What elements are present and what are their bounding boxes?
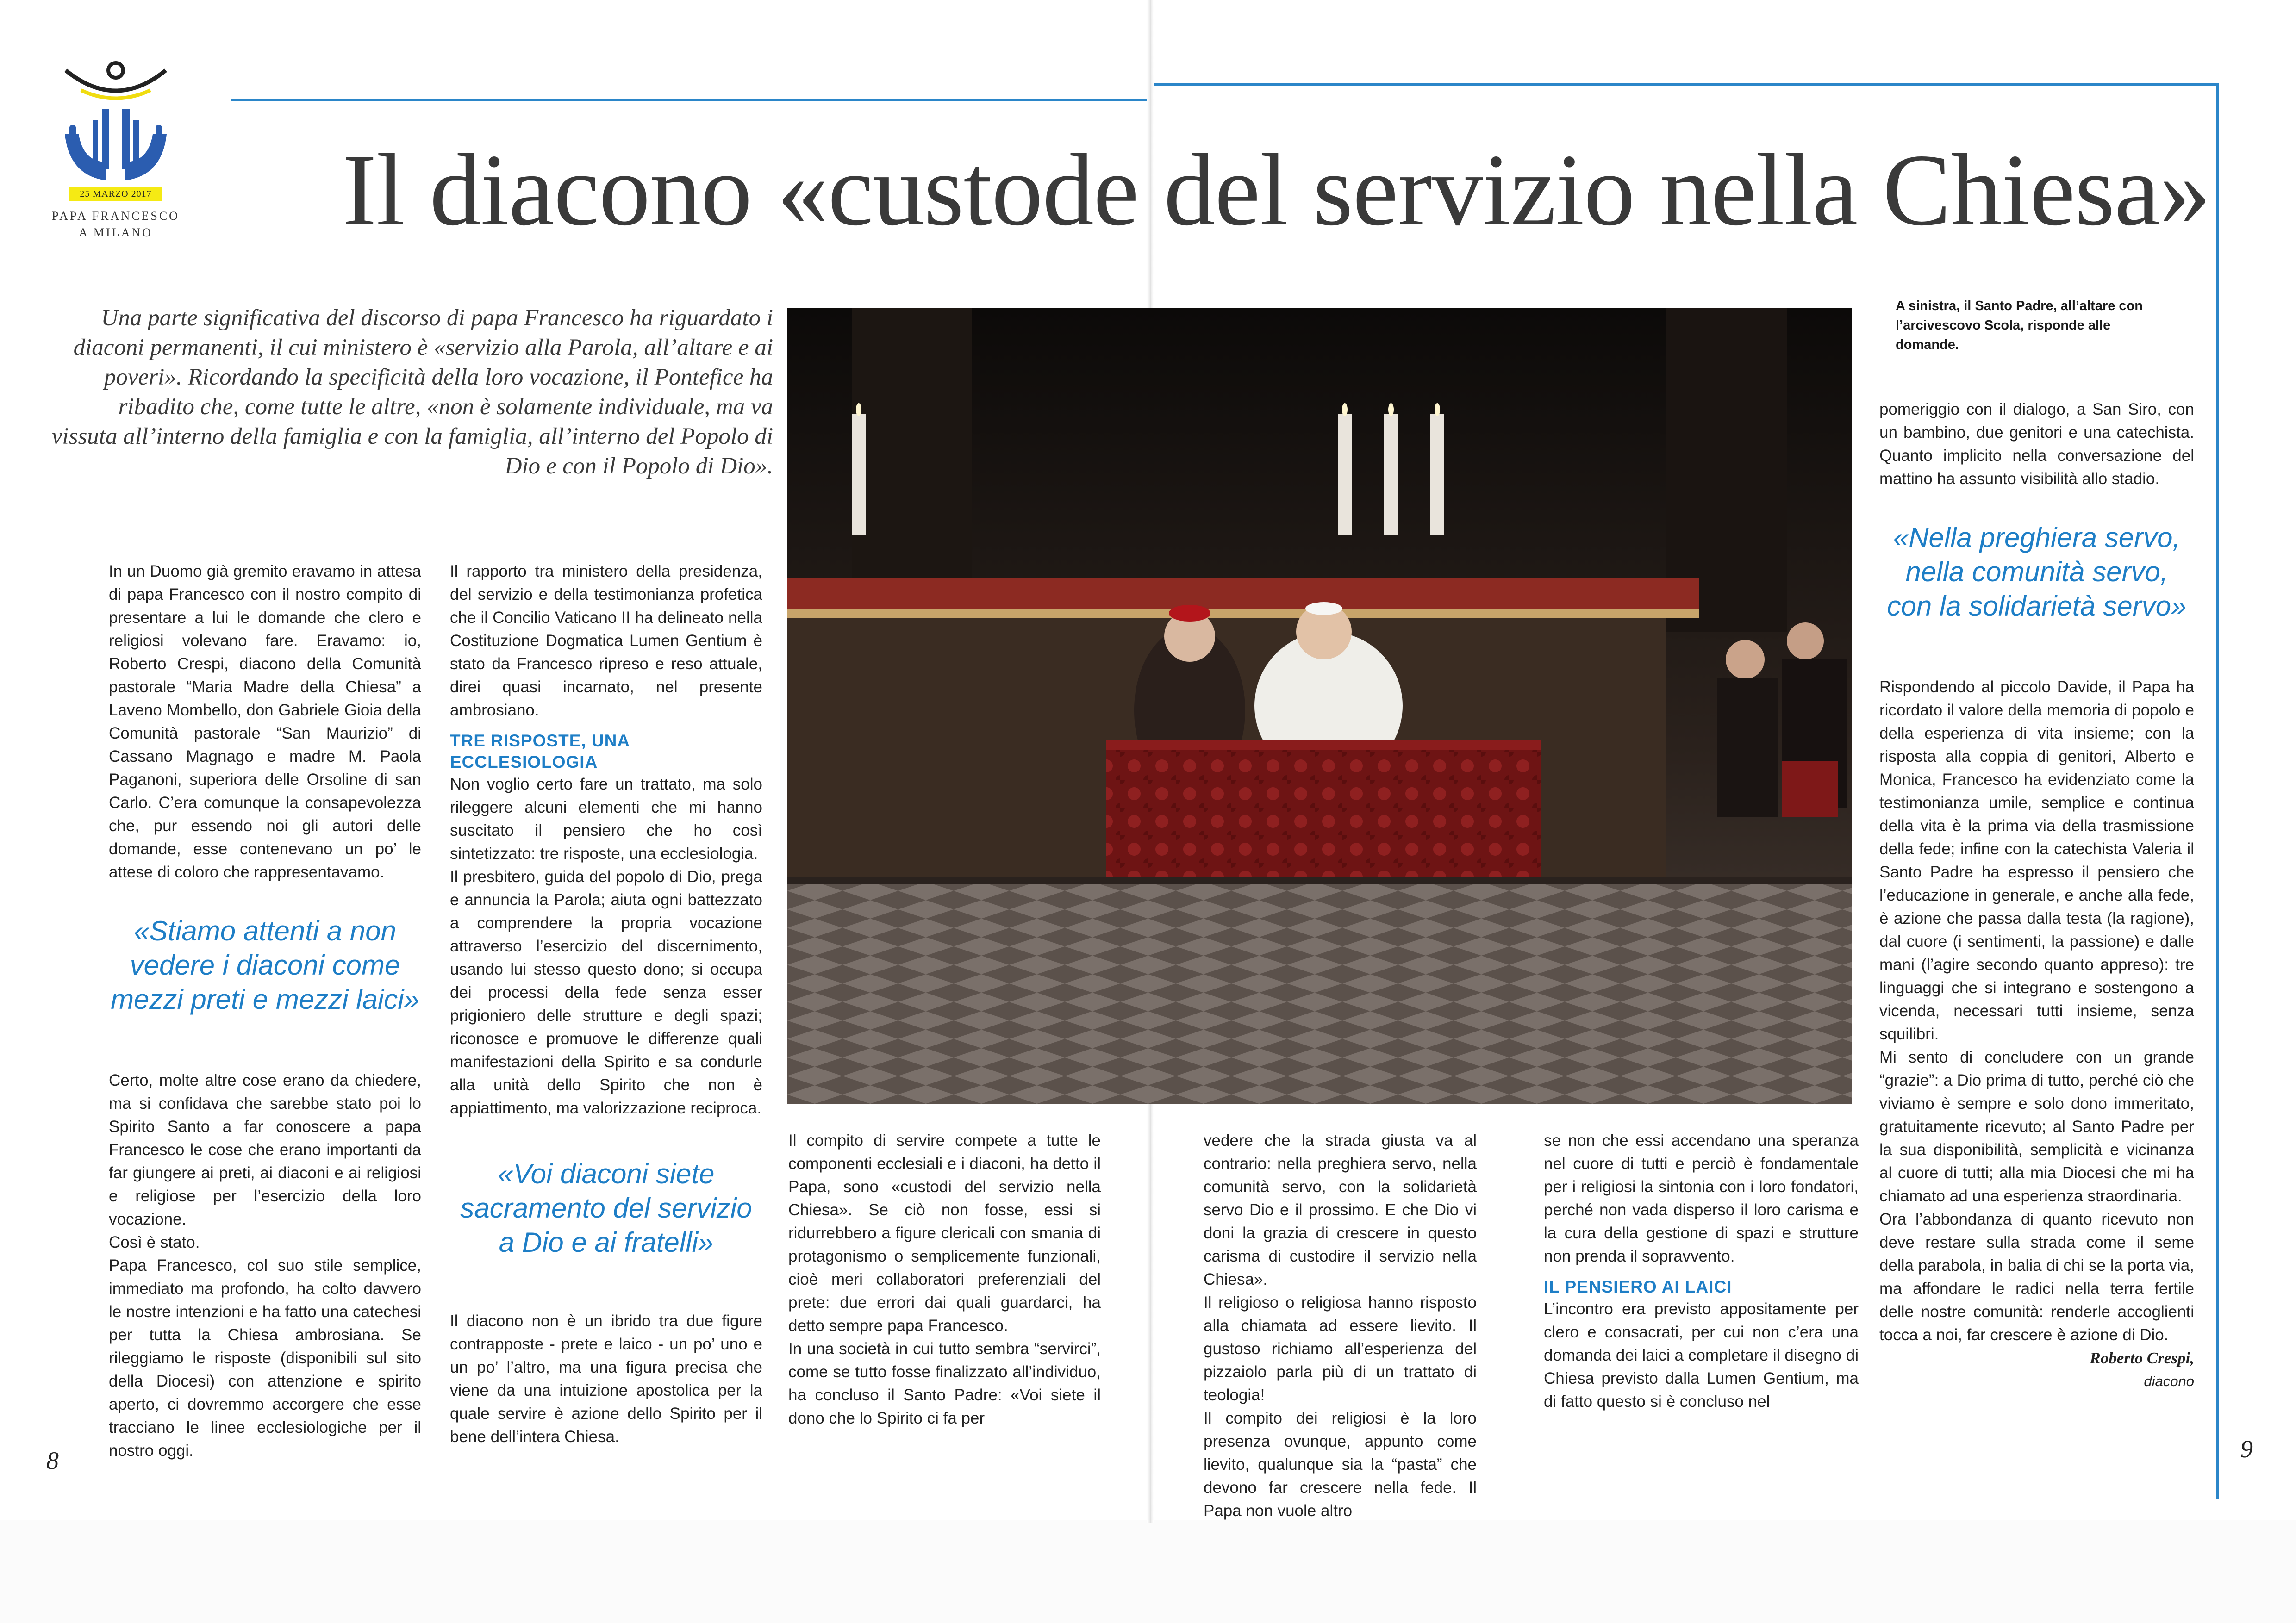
event-date-badge: 25 MARZO 2017 [69, 187, 162, 201]
paragraph: In una società in cui tutto sembra “servirci”, come se tutto fosse finalizzato all’individuo, ha concluso il Santo Padre: «Voi siete il dono che lo Spirito ci fa per [788, 1340, 1101, 1427]
paragraph: Il diacono non è un ibrido tra due figure contrapposte - prete e laico - un po’ uno e un po’ l’altro, ma una figura precisa che viene da una intuizione apostolica per la quale servire è azione dello Spirito per il bene dell’intera Chiesa. [450, 1312, 762, 1446]
column-3 [788, 1129, 1101, 1430]
page-number-right: 9 [2240, 1435, 2253, 1463]
column-6-continued [1879, 676, 2194, 1393]
column-1-continued [109, 1069, 421, 1462]
paragraph: Il rapporto tra ministero della presidenza, del servizio e della testimonianza profetica che il Concilio Vaticano II ha delineato nella Costituzione Dogmatica Lumen Gentium è stato da Francesco ripreso e reso attuale, direi quasi incarnato, nel presente ambrosiano. [450, 562, 762, 719]
article-lead: Una parte significativa del discorso di papa Francesco ha riguardato i diaconi permanenti, il cui ministero è «servizio alla Parola, all’altare e ai poveri». Ricordando la specificità della loro vocazione, il Pontefice ha ribadito che, come tutte le altre, «non è solamente individuale, ma va vissuta all’interno della famiglia e con la famiglia, all’interno del Popolo di Dio e con il Popolo di Dio». [51, 305, 773, 479]
column-4 [1204, 1129, 1477, 1523]
top-rule-left [231, 99, 1147, 101]
right-margin-rule [2216, 83, 2219, 1499]
paragraph: Così è stato. [109, 1233, 200, 1251]
logo-line-1: PAPA FRANCESCO [52, 209, 180, 223]
article-photo [787, 308, 1852, 1104]
pull-quote-1: «Stiamo attenti a non vedere i diaconi come mezzi preti e mezzi laici» [111, 915, 419, 1015]
column-5 [1544, 1129, 1859, 1413]
paragraph: Non voglio certo fare un trattato, ma solo rileggere alcuni elementi che mi hanno suscitato il pensiero che ho così sintetizzato: tre risposte, una ecclesiologia. [450, 775, 762, 863]
scan-background-bottom [0, 1520, 2296, 1623]
paragraph: In un Duomo già gremito eravamo in attesa di papa Francesco con il nostro compito di presentare a lui le domande che clero e religiosi volevano fare. Eravamo: io, Roberto Crespi, diacono della Comunità pastorale “Maria Madre della Chiesa” a Laveno Mombello, don Gabriele Gioia della Comunità pastorale “San Maurizio” di Cassano Magnago e madre M. Paola Paganoni, superiora delle Orsoline di san Carlo. C’era comunque la consapevolezza che, pur essendo noi gli autori delle domande, esse contenevano un po’ le attese di coloro che rappresentavamo. [109, 562, 421, 881]
article-title: Il diacono «custode del servizio nella Chiesa» [343, 133, 2211, 247]
column-2 [450, 560, 762, 1120]
column-1 [109, 560, 421, 884]
paragraph: Mi sento di concludere con un grande “grazie”: a Dio prima di tutto, perché ciò che viviamo è sempre e solo dono immeritato, gratuitamente ricevuto; al Santo Padre per la sua disponibilità, semplicità e vicinanza al cuore di tutti; alla mia Diocesi che mi ha chiamato ad una esperienza straordinaria. [1879, 1048, 2194, 1205]
author-role: diacono [2144, 1373, 2194, 1389]
section-heading-2: IL PENSIERO AI LAICI [1544, 1277, 1732, 1296]
author-name: Roberto Crespi, [2090, 1349, 2194, 1367]
photo-caption: A sinistra, il Santo Padre, all’altare con l’arcivescovo Scola, risponde alle domande. [1896, 298, 2143, 352]
pope-at-altar-photo [787, 308, 1852, 1104]
column-6 [1879, 398, 2194, 491]
paragraph: Il compito di servire compete a tutte le componenti ecclesiali e i diaconi, ha detto il Papa, sono «custodi del servizio nella Chiesa». Se ciò non fosse, essi si ridurrebbero a figure clericali con smania di protagonismo o semplicemente funzionali, cioè meri collaboratori preferenziali del prete: due errori dai quali guardarci, ha detto sempre papa Francesco. [788, 1132, 1101, 1335]
paragraph: pomeriggio con il dialogo, a San Siro, con un bambino, due genitori e una catechista. Quanto implicito nella conversazione del mattino ha assunto visibilità allo stadio. [1879, 400, 2194, 488]
pull-quote-3: «Nella preghiera servo, nella comunità servo, con la solidarietà servo» [1887, 522, 2187, 622]
page-number-left: 8 [46, 1447, 59, 1474]
paragraph: Il compito dei religiosi è la loro presenza ovunque, appunto come lievito, qualunque sia la “pasta” che devono far crescere nella fede. Il Papa non vuole altro [1204, 1409, 1477, 1520]
paragraph: Rispondendo al piccolo Davide, il Papa ha ricordato il valore della memoria di popolo e della esperienza di vita insieme; con la risposta alla coppia di genitori, Alberto e Monica, Francesco ha evidenziato come la testimonianza umile, semplice e continua della vita è la prima via della trasmissione della fede; infine con la catechista Valeria il Santo Padre ha espresso il pensiero che l’educazione in generale, e anche alla fede, è azione che passa dalla testa (la ragione), dal cuore (i sentimenti, la passione) e dalle mani (l’agire secondo quanto appreso): tre linguaggi che si integrano e sostengono a vicenda, necessari tutti insieme, senza squilibri. [1879, 678, 2194, 1043]
hands-holding-cathedral-icon [37, 56, 194, 190]
paragraph: Certo, molte altre cose erano da chiedere, ma si confidava che sarebbe stato poi lo Spirito Santo a far conoscere a papa Francesco le cose che erano importanti da far giungere ai preti, ai diaconi e ai religiosi e religiose per l’esercizio della loro vocazione. [109, 1071, 421, 1228]
paragraph: Papa Francesco, col suo stile semplice, immediato ma profondo, ha colto davvero le nostre intenzioni e ha fatto una catechesi per tutta la Chiesa ambrosiana. Se rileggiamo le risposte (disponibili sul sito della Diocesi) con attenzione e spirito aperto, ci dovremmo accorgere che esse tracciano le linee ecclesiologiche per il nostro oggi. [109, 1256, 421, 1460]
paragraph: vedere che la strada giusta va al contrario: nella preghiera servo, nella comunità servo, con la solidarietà servo Dio e il prossimo. E che Dio vi doni la grazia di crescere in questo carisma di custodire il servizio nella Chiesa». [1204, 1132, 1477, 1288]
paragraph: Ora l’abbondanza di quanto ricevuto non deve restare sulla strada come il seme della parabola, in balia di chi se la porta via, ma affondare le radici nella terra fertile delle nostre comunità: renderle accoglienti tocca a noi, far crescere è azione di Dio. [1879, 1210, 2194, 1344]
section-heading-1: TRE RISPOSTE, UNA ECCLESIOLOGIA [450, 731, 630, 771]
pull-quote-2: «Voi diaconi siete sacramento del servizio a Dio e ai fratelli» [460, 1158, 752, 1258]
logo-line-2: A MILANO [79, 226, 153, 239]
paragraph: Il presbitero, guida del popolo di Dio, prega e annuncia la Parola; aiuta ogni battezzato a comprendere la propria vocazione attraverso l’esercizio del discernimento, usando lui stesso questo dono; si occupa dei processi della fede senza esser prigioniero delle strutture e degli spazi; riconosce e promuove le differenze quali manifestazioni della Spirito e sa condurle alla unità dello Spirito che non è appiattimento, ma valorizzazione reciproca. [450, 868, 762, 1117]
column-2-continued [450, 1310, 762, 1449]
paragraph: Il religioso o religiosa hanno risposto alla chiamata ad essere lievito. Il gustoso richiamo all’esperienza del pizzaiolo parla più di un trattato di teologia! [1204, 1293, 1477, 1404]
paragraph: L’incontro era previsto appositamente per clero e consacrati, per cui non c’era una domanda dei laici a completare il disegno di Chiesa previsto dalla Lumen Gentium, ma di fatto questo si è concluso nel [1544, 1300, 1859, 1411]
top-rule-right [1154, 83, 2218, 86]
paragraph: se non che essi accendano una speranza nel cuore di tutti e perciò è fondamentale per i religiosi la sintonia con i loro fondatori, perché non vada disperso il loro carisma e la cura della gestione di spazi e strutture non prenda il sopravvento. [1544, 1132, 1859, 1265]
